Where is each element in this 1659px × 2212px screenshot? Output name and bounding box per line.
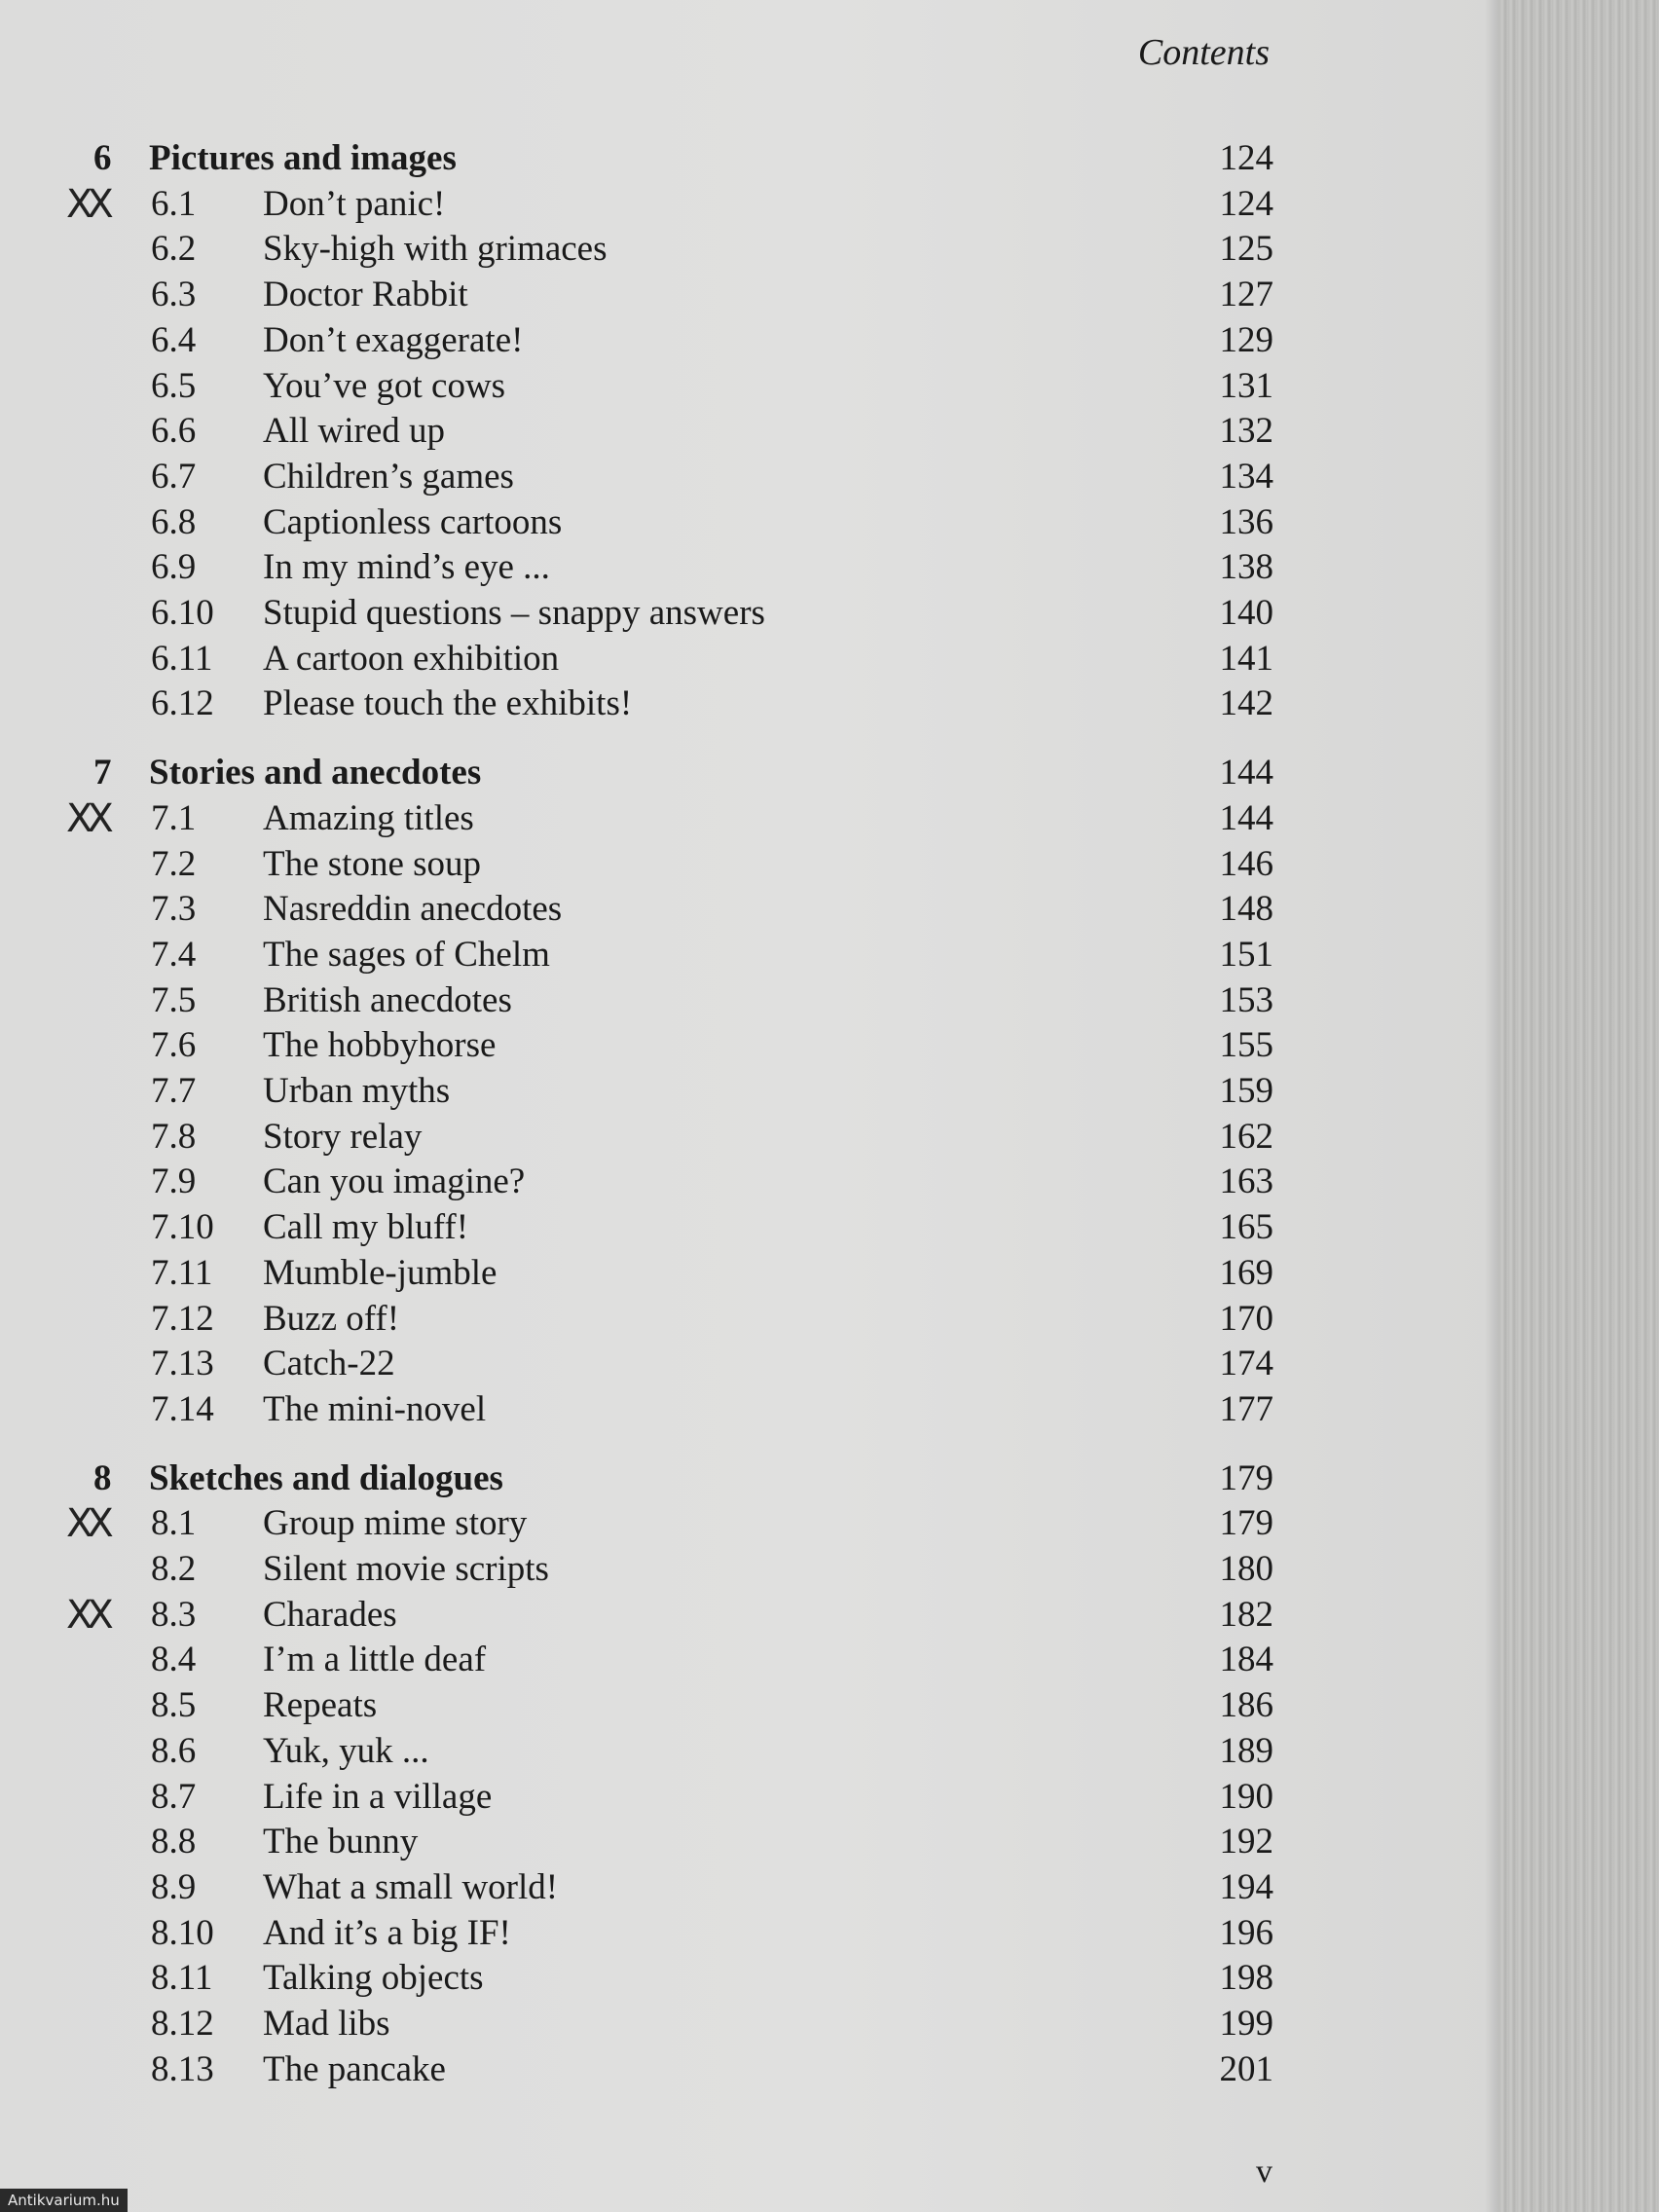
section-title: Sketches and dialogues: [149, 1457, 503, 1498]
entry-page: 132: [1219, 411, 1273, 452]
entry-title: The bunny: [263, 1822, 419, 1862]
entry-title: Don’t panic!: [263, 183, 446, 224]
entry-page: 180: [1219, 1549, 1273, 1589]
entry-page: 192: [1219, 1822, 1273, 1862]
entry-page: 189: [1219, 1730, 1273, 1771]
entry-number: 7.12: [151, 1298, 214, 1339]
page-folio: v: [1256, 2154, 1272, 2190]
entry-title: Amazing titles: [263, 797, 474, 838]
section-title: Pictures and images: [149, 138, 457, 178]
toc-entry: [0, 1342, 1499, 1386]
toc-entry: [0, 1115, 1499, 1160]
entry-title: Captionless cartoons: [263, 501, 563, 542]
entry-number: 8.8: [151, 1822, 197, 1862]
entry-page: 142: [1219, 683, 1273, 724]
entry-title: Sky-high with grimaces: [263, 229, 608, 270]
entry-page: 169: [1219, 1252, 1273, 1293]
entry-title: Don’t exaggerate!: [263, 319, 524, 360]
entry-page: 165: [1219, 1207, 1273, 1248]
entry-page: 125: [1219, 229, 1273, 270]
entry-number: 6.8: [151, 501, 197, 542]
toc-entry: [0, 796, 1499, 841]
toc-entry: [0, 364, 1499, 409]
section-page: 179: [1219, 1457, 1273, 1498]
entry-page: 136: [1219, 501, 1273, 542]
entry-page: 199: [1219, 2004, 1273, 2044]
entry-page: 179: [1219, 1503, 1273, 1544]
entry-number: 7.11: [151, 1252, 213, 1293]
entry-number: 7.8: [151, 1116, 197, 1157]
toc-entry: [0, 1387, 1499, 1432]
entry-number: 8.5: [151, 1685, 197, 1726]
entry-title: British anecdotes: [263, 979, 512, 1020]
entry-page: 174: [1219, 1344, 1273, 1384]
entry-page: 131: [1219, 365, 1273, 406]
entry-page: 184: [1219, 1640, 1273, 1680]
entry-page: 194: [1219, 1866, 1273, 1907]
entry-title: A cartoon exhibition: [263, 638, 560, 679]
toc-entry: [0, 182, 1499, 227]
entry-page: 163: [1219, 1161, 1273, 1202]
entry-title: The stone soup: [263, 843, 482, 884]
entry-number: 8.10: [151, 1912, 214, 1953]
section-heading: [0, 751, 1499, 795]
toc-entry: [0, 1638, 1499, 1682]
entry-number: 8.7: [151, 1776, 197, 1817]
page-edge: [1499, 0, 1659, 2212]
entry-page: 124: [1219, 183, 1273, 224]
entry-page: 134: [1219, 456, 1273, 497]
toc-entry: [0, 1251, 1499, 1296]
entry-number: 6.3: [151, 275, 197, 315]
entry-title: You’ve got cows: [263, 365, 506, 406]
handwritten-mark: XX: [66, 181, 108, 227]
toc-entry: [0, 842, 1499, 887]
toc-entry: [0, 978, 1499, 1023]
toc-entry: [0, 1911, 1499, 1956]
toc-entry: [0, 1501, 1499, 1546]
toc-entry: [0, 409, 1499, 454]
entry-number: 6.11: [151, 638, 213, 679]
entry-number: 8.9: [151, 1866, 197, 1907]
entry-title: What a small world!: [263, 1866, 559, 1907]
section-number: 8: [93, 1457, 112, 1498]
entry-page: 151: [1219, 934, 1273, 975]
entry-title: Charades: [263, 1594, 397, 1635]
entry-number: 8.2: [151, 1549, 197, 1589]
toc-entry: [0, 1683, 1499, 1728]
toc-entry: [0, 682, 1499, 726]
entry-page: 140: [1219, 593, 1273, 633]
entry-title: Story relay: [263, 1116, 423, 1157]
entry-page: 153: [1219, 979, 1273, 1020]
entry-title: Can you imagine?: [263, 1161, 526, 1202]
entry-page: 141: [1219, 638, 1273, 679]
entry-number: 8.11: [151, 1958, 213, 1999]
entry-number: 7.9: [151, 1161, 197, 1202]
toc-entry: [0, 500, 1499, 545]
toc-entry: [0, 1023, 1499, 1068]
entry-number: 7.5: [151, 979, 197, 1020]
entry-page: 201: [1219, 2048, 1273, 2089]
entry-number: 7.4: [151, 934, 197, 975]
running-header: Contents: [1137, 32, 1270, 73]
entry-number: 6.4: [151, 319, 197, 360]
toc-entry: [0, 227, 1499, 272]
section-heading: [0, 1456, 1499, 1501]
entry-title: Buzz off!: [263, 1298, 400, 1339]
entry-number: 7.1: [151, 797, 197, 838]
toc-entry: [0, 637, 1499, 682]
entry-title: Urban myths: [263, 1071, 451, 1111]
entry-page: 162: [1219, 1116, 1273, 1157]
entry-number: 8.6: [151, 1730, 197, 1771]
entry-page: 127: [1219, 275, 1273, 315]
section-page: 144: [1219, 753, 1273, 793]
entry-number: 6.9: [151, 547, 197, 588]
toc-entry: [0, 1069, 1499, 1114]
entry-title: Repeats: [263, 1685, 378, 1726]
section-title: Stories and anecdotes: [149, 753, 482, 793]
entry-number: 7.3: [151, 889, 197, 930]
entry-title: Nasreddin anecdotes: [263, 889, 563, 930]
entry-page: 148: [1219, 889, 1273, 930]
entry-title: Mumble-jumble: [263, 1252, 498, 1293]
entry-number: 6.7: [151, 456, 197, 497]
handwritten-mark: XX: [66, 1501, 108, 1547]
entry-page: 155: [1219, 1025, 1273, 1066]
toc-entry: [0, 1547, 1499, 1592]
entry-number: 7.13: [151, 1344, 214, 1384]
entry-number: 6.12: [151, 683, 214, 724]
entry-number: 7.2: [151, 843, 197, 884]
entry-title: Life in a village: [263, 1776, 493, 1817]
entry-title: Stupid questions – snappy answers: [263, 593, 765, 633]
entry-number: 8.12: [151, 2004, 214, 2044]
toc-entry: [0, 545, 1499, 590]
section-number: 6: [93, 138, 112, 178]
toc-entry: [0, 2002, 1499, 2046]
entry-number: 8.1: [151, 1503, 197, 1544]
section-heading: [0, 136, 1499, 181]
toc-entry: [0, 1593, 1499, 1638]
entry-page: 129: [1219, 319, 1273, 360]
entry-page: 186: [1219, 1685, 1273, 1726]
entry-title: Call my bluff!: [263, 1207, 469, 1248]
handwritten-mark: XX: [66, 795, 108, 841]
entry-page: 170: [1219, 1298, 1273, 1339]
entry-number: 6.2: [151, 229, 197, 270]
toc-entry: [0, 1297, 1499, 1342]
entry-title: Silent movie scripts: [263, 1549, 549, 1589]
toc-entry: [0, 1820, 1499, 1864]
entry-title: And it’s a big IF!: [263, 1912, 511, 1953]
entry-number: 8.13: [151, 2048, 214, 2089]
entry-title: Catch-22: [263, 1344, 395, 1384]
toc-entry: [0, 273, 1499, 317]
entry-title: Group mime story: [263, 1503, 528, 1544]
entry-page: 138: [1219, 547, 1273, 588]
section-page: 124: [1219, 138, 1273, 178]
toc-entry: [0, 1729, 1499, 1774]
toc-entry: [0, 591, 1499, 636]
entry-title: Doctor Rabbit: [263, 275, 468, 315]
toc-entry: [0, 1205, 1499, 1250]
toc-entry: [0, 1160, 1499, 1204]
toc-entry: [0, 1956, 1499, 2001]
handwritten-mark: XX: [66, 1592, 108, 1638]
toc-entry: [0, 933, 1499, 977]
entry-title: Yuk, yuk ...: [263, 1730, 429, 1771]
entry-title: Please touch the exhibits!: [263, 683, 633, 724]
entry-title: The mini-novel: [263, 1388, 487, 1429]
entry-title: The sages of Chelm: [263, 934, 550, 975]
entry-title: I’m a little deaf: [263, 1640, 487, 1680]
entry-page: 159: [1219, 1071, 1273, 1111]
entry-number: 8.4: [151, 1640, 197, 1680]
entry-title: All wired up: [263, 411, 446, 452]
entry-number: 6.5: [151, 365, 197, 406]
entry-number: 6.1: [151, 183, 197, 224]
entry-title: Children’s games: [263, 456, 514, 497]
entry-number: 8.3: [151, 1594, 197, 1635]
toc-entry: [0, 318, 1499, 363]
entry-number: 7.6: [151, 1025, 197, 1066]
entry-page: 144: [1219, 797, 1273, 838]
entry-number: 7.14: [151, 1388, 214, 1429]
entry-page: 196: [1219, 1912, 1273, 1953]
entry-number: 7.10: [151, 1207, 214, 1248]
entry-title: Mad libs: [263, 2004, 390, 2044]
entry-page: 190: [1219, 1776, 1273, 1817]
entry-page: 146: [1219, 843, 1273, 884]
toc-entry: [0, 455, 1499, 499]
entry-title: In my mind’s eye ...: [263, 547, 550, 588]
entry-title: The pancake: [263, 2048, 446, 2089]
toc-entry: [0, 1775, 1499, 1820]
section-number: 7: [93, 753, 112, 793]
entry-number: 6.10: [151, 593, 214, 633]
entry-title: Talking objects: [263, 1958, 484, 1999]
toc-entry: [0, 1865, 1499, 1910]
toc-entry: [0, 2047, 1499, 2092]
entry-number: 7.7: [151, 1071, 197, 1111]
entry-page: 198: [1219, 1958, 1273, 1999]
entry-page: 182: [1219, 1594, 1273, 1635]
entry-page: 177: [1219, 1388, 1273, 1429]
watermark: Antikvarium.hu: [0, 2189, 128, 2212]
entry-title: The hobbyhorse: [263, 1025, 497, 1066]
toc-entry: [0, 887, 1499, 932]
entry-number: 6.6: [151, 411, 197, 452]
